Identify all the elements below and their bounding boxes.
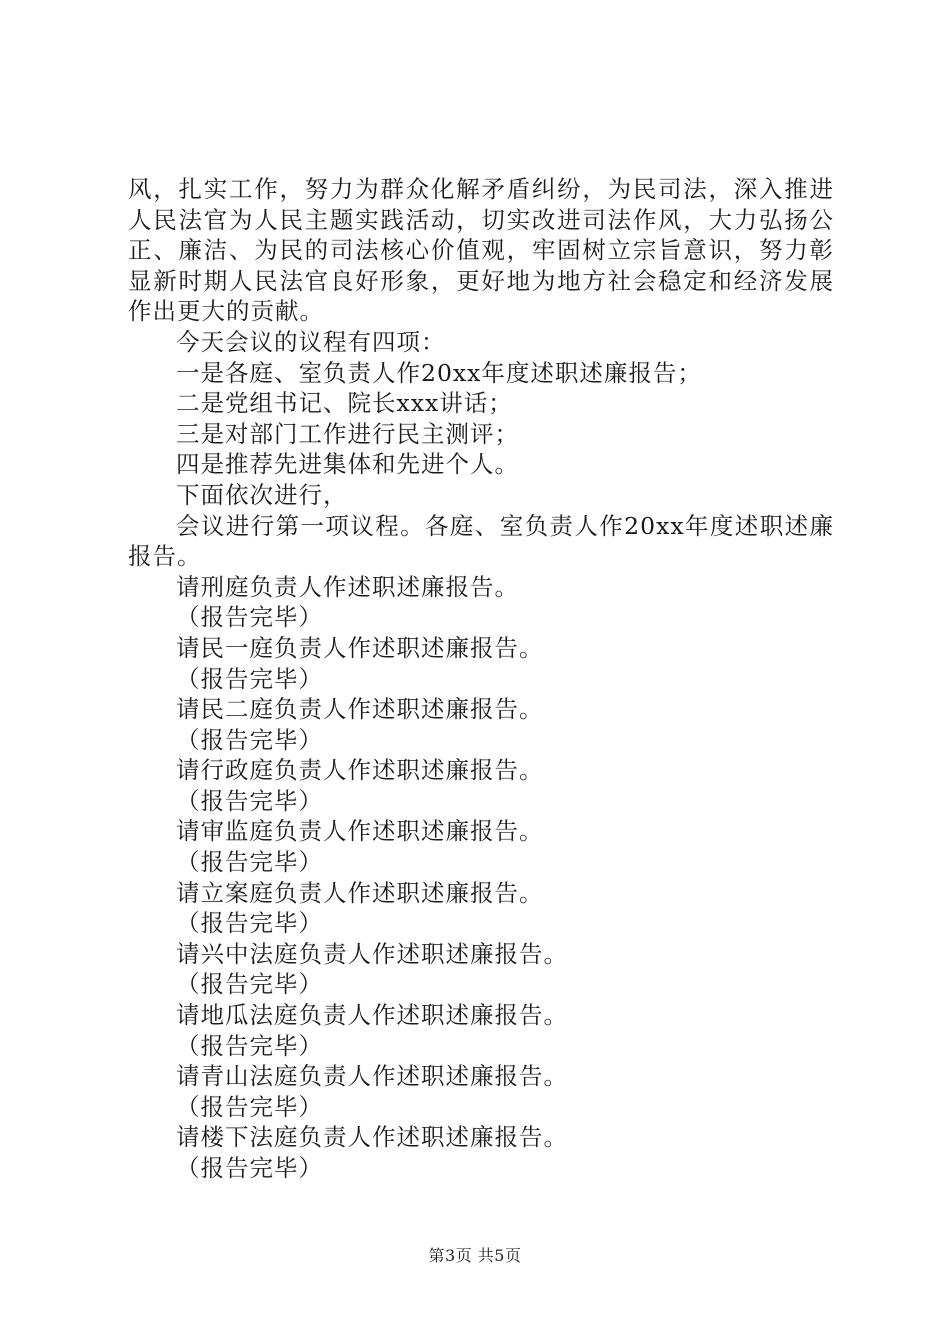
agenda-item-2: 二是党组书记、院长xxx讲话； bbox=[176, 389, 513, 418]
report-done: （报告完毕） bbox=[176, 725, 323, 754]
report-request: 请地瓜法庭负责人作述职述廉报告。 bbox=[176, 1001, 568, 1030]
agenda-item-4: 四是推荐先进集体和先进个人。 bbox=[176, 450, 519, 479]
report-request: 请民一庭负责人作述职述廉报告。 bbox=[176, 633, 544, 662]
report-request: 请刑庭负责人作述职述廉报告。 bbox=[176, 572, 519, 601]
report-request: 请审监庭负责人作述职述廉报告。 bbox=[176, 817, 544, 846]
paragraph-proceed: 下面依次进行， bbox=[176, 480, 348, 509]
report-done: （报告完毕） bbox=[176, 664, 323, 693]
report-done: （报告完毕） bbox=[176, 970, 323, 999]
report-request: 请楼下法庭负责人作述职述廉报告。 bbox=[176, 1123, 568, 1152]
paragraph-first-item: 会议进行第一项议程。各庭、室负责人作20xx年度述职述廉报告。 bbox=[128, 511, 834, 571]
agenda-item-1: 一是各庭、室负责人作20xx年度述职述廉报告； bbox=[176, 358, 702, 387]
report-done: （报告完毕） bbox=[176, 848, 323, 877]
report-request: 请立案庭负责人作述职述廉报告。 bbox=[176, 878, 544, 907]
document-body bbox=[128, 174, 834, 1184]
paragraph-agenda-heading: 今天会议的议程有四项： bbox=[176, 327, 446, 356]
report-done: （报告完毕） bbox=[176, 1092, 323, 1121]
report-request: 请青山法庭负责人作述职述廉报告。 bbox=[176, 1062, 568, 1091]
report-done: （报告完毕） bbox=[176, 1154, 323, 1182]
agenda-item-3: 三是对部门工作进行民主测评； bbox=[176, 419, 519, 448]
report-done: （报告完毕） bbox=[176, 1031, 323, 1060]
page-number-footer: 第3页 共5页 bbox=[428, 1246, 522, 1265]
paragraph-intro: 风，扎实工作，努力为群众化解矛盾纠纷，为民司法，深入推进人民法官为人民主题实践活动，切实改进司法作风，大力弘扬公正、廉洁、为民的司法核心价值观，牢固树立宗旨意识，努力彰显新时期人民法官良好形象，更好地为地方社会稳定和经济发展作出更大的贡献。 bbox=[128, 175, 834, 326]
report-request: 请民二庭负责人作述职述廉报告。 bbox=[176, 695, 544, 724]
report-request: 请兴中法庭负责人作述职述廉报告。 bbox=[176, 939, 568, 968]
report-done: （报告完毕） bbox=[176, 909, 323, 938]
report-done: （报告完毕） bbox=[176, 786, 323, 815]
report-request: 请行政庭负责人作述职述廉报告。 bbox=[176, 756, 544, 785]
report-done: （报告完毕） bbox=[176, 603, 323, 632]
